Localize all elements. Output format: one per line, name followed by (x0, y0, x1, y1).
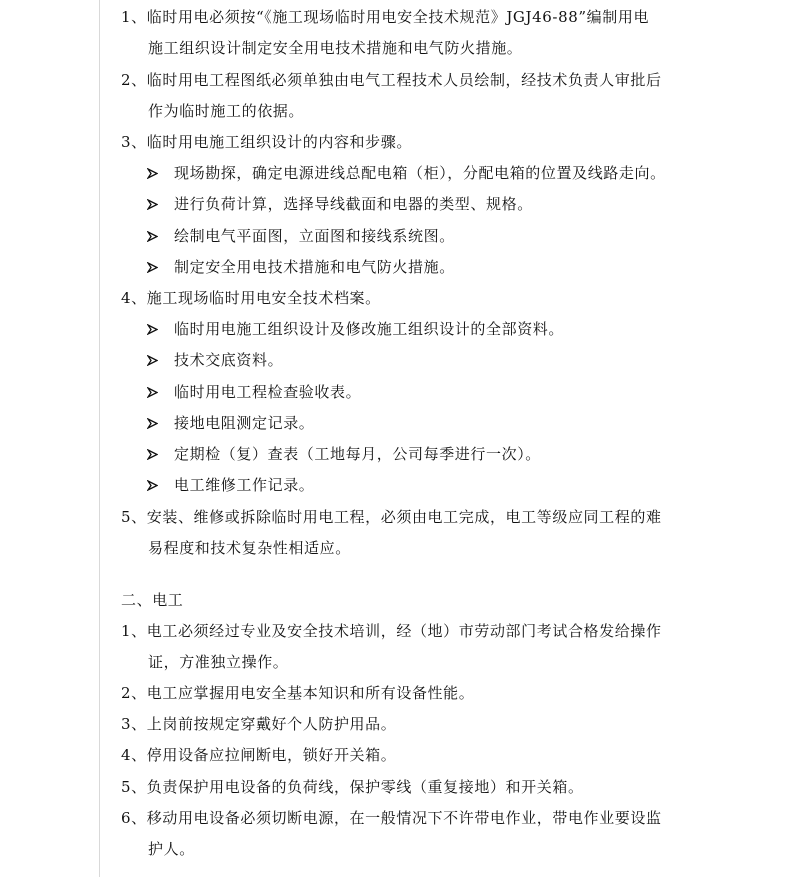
item-continuation: 证，方准独立操作。 (148, 653, 289, 671)
item-text: 电工必须经过专业及安全技术培训，经（地）市劳动部门考试合格发给操作 (146, 622, 662, 640)
list-item (121, 714, 396, 734)
list-item (121, 132, 412, 152)
item-number: 5、 (121, 508, 147, 526)
list-item (121, 7, 649, 27)
item-number: 6、 (121, 809, 147, 827)
page-margin-line (99, 0, 100, 877)
bullet-item: 电工维修工作记录。 (174, 476, 315, 494)
item-text: 临时用电必须按“《施工现场临时用电安全技术规范》JGJ46-88”编制用电 (146, 8, 650, 26)
item-continuation: 护人。 (148, 840, 195, 858)
bullet-item: 制定安全用电技术措施和电气防火措施。 (174, 258, 455, 276)
item-continuation: 作为临时施工的依据。 (148, 102, 305, 120)
bullet-item: 定期检（复）查表（工地每月，公司每季进行一次）。 (174, 445, 541, 463)
bullet-item: 技术交底资料。 (174, 351, 284, 369)
item-continuation: 施工组织设计制定安全用电技术措施和电气防火措施。 (148, 39, 523, 57)
list-item (121, 288, 381, 308)
item-text: 移动用电设备必须切断电源，在一般情况下不许带电作业，带电作业要设监 (146, 809, 662, 827)
item-number: 2、 (121, 684, 147, 702)
list-item (121, 70, 662, 90)
item-text: 临时用电施工组织设计的内容和步骤。 (146, 133, 412, 151)
item-text: 停用设备应拉闸断电，锁好开关箱。 (146, 746, 397, 764)
item-text: 负责保护用电设备的负荷线，保护零线（重复接地）和开关箱。 (146, 778, 584, 796)
list-item (121, 777, 584, 797)
item-text: 上岗前按规定穿戴好个人防护用品。 (146, 715, 397, 733)
arrow-bullet-icon (147, 163, 159, 183)
list-item (121, 745, 396, 765)
bullet-item: 绘制电气平面图，立面图和接线系统图。 (174, 227, 455, 245)
item-number: 2、 (121, 71, 147, 89)
bullet-item: 临时用电工程检查验收表。 (174, 383, 362, 401)
item-text: 电工应掌握用电安全基本知识和所有设备性能。 (146, 684, 475, 702)
bullet-item: 接地电阻测定记录。 (174, 414, 315, 432)
section-heading: 二、电工 (121, 591, 184, 609)
arrow-bullet-icon (147, 444, 159, 464)
item-number: 4、 (121, 289, 147, 307)
bullet-item: 临时用电施工组织设计及修改施工组织设计的全部资料。 (174, 320, 565, 338)
bullet-item: 现场勘探，确定电源进线总配电箱（柜），分配电箱的位置及线路走向。 (174, 164, 666, 182)
item-number: 1、 (121, 8, 147, 26)
arrow-bullet-icon (147, 475, 159, 495)
item-number: 3、 (121, 133, 147, 151)
arrow-bullet-icon (147, 257, 159, 277)
list-item (121, 683, 474, 703)
item-number: 3、 (121, 715, 147, 733)
arrow-bullet-icon (147, 194, 159, 214)
item-number: 4、 (121, 746, 147, 764)
item-number: 1、 (121, 622, 147, 640)
list-item (121, 507, 662, 527)
list-item (121, 808, 662, 828)
item-text: 安装、维修或拆除临时用电工程，必须由电工完成，电工等级应同工程的难 (146, 508, 662, 526)
arrow-bullet-icon (147, 226, 159, 246)
list-item (121, 621, 662, 641)
item-text: 临时用电工程图纸必须单独由电气工程技术人员绘制，经技术负责人审批后 (146, 71, 662, 89)
bullet-item: 进行负荷计算，选择导线截面和电器的类型、规格。 (174, 195, 533, 213)
arrow-bullet-icon (147, 413, 159, 433)
arrow-bullet-icon (147, 319, 159, 339)
arrow-bullet-icon (147, 350, 159, 370)
item-number: 5、 (121, 778, 147, 796)
arrow-bullet-icon (147, 382, 159, 402)
item-continuation: 易程度和技术复杂性相适应。 (148, 539, 351, 557)
item-text: 施工现场临时用电安全技术档案。 (146, 289, 381, 307)
